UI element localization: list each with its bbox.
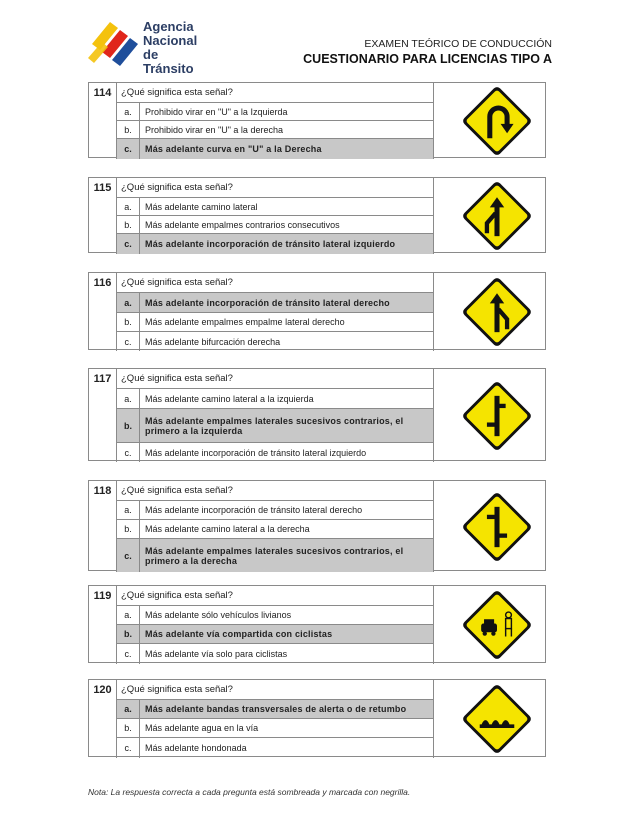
answer-text: Más adelante vía solo para ciclistas [145,649,288,659]
answer-letter: c. [117,443,140,462]
answer-letter: b. [117,520,140,538]
staggered-junction-left-sign-icon [461,380,533,452]
answer-letter: c. [117,139,140,159]
answer-option [117,198,434,216]
answer-text: Más adelante camino lateral a la derecha [145,524,310,534]
answer-option [117,313,434,332]
question-text: ¿Qué significa esta señal? [117,586,434,606]
answer-text: Prohibido virar en "U" a la Izquierda [145,106,288,117]
answer-option [117,443,434,462]
answer-letter: c. [117,738,140,758]
answer-letter: c. [117,644,140,664]
answer-option [117,539,434,572]
answer-option [117,139,434,159]
answer-option [117,389,434,409]
agency-logo-icon [88,14,140,70]
answer-letter: b. [117,121,140,138]
answer-letter: b. [117,313,140,331]
question-text: ¿Qué significa esta señal? [117,83,434,103]
footer-note: Nota: La respuesta correcta a cada pregunta está sombreada y marcada con negrilla. [88,787,411,797]
answer-text: Más adelante empalmes laterales sucesivos contrarios, el primero a la izquierda [145,415,404,436]
question-number: 114 [89,83,117,159]
answer-letter: a. [117,198,140,215]
question-text: ¿Qué significa esta señal? [117,178,434,198]
answer-letter: a. [117,700,140,718]
answer-letter: a. [117,606,140,624]
answer-text: Más adelante incorporación de tránsito lateral derecho [145,297,390,308]
answer-letter: a. [117,501,140,519]
question-119 [88,585,546,663]
answer-text: Más adelante empalmes empalme lateral derecho [145,317,345,327]
agency-logo [88,14,208,74]
merge-left-sign-icon [461,180,533,252]
rumble-strips-sign-icon [461,683,533,755]
answer-letter: a. [117,389,140,408]
answer-text: Prohibido virar en "U" a la derecha [145,124,283,135]
question-text: ¿Qué significa esta señal? [117,369,434,389]
question-118 [88,480,546,571]
shared-road-sign-icon [461,589,533,661]
answer-option [117,293,434,313]
answer-letter: b. [117,409,140,442]
u-turn-sign-icon [461,85,533,157]
question-text: ¿Qué significa esta señal? [117,680,434,700]
staggered-junction-right-sign-icon [461,491,533,563]
answer-letter: b. [117,625,140,643]
answer-text: Más adelante empalmes laterales sucesivos contrarios, el primero a la derecha [145,545,404,566]
answer-letter: c. [117,539,140,572]
answer-letter: a. [117,103,140,120]
question-115 [88,177,546,253]
answer-text: Más adelante bifurcación derecha [145,336,281,347]
answer-option [117,234,434,254]
answer-text: Más adelante camino lateral a la izquierda [145,393,314,404]
answer-option [117,216,434,234]
answer-option [117,719,434,738]
agency-name-line2: Nacional [143,33,198,48]
exam-subtitle: EXAMEN TEÓRICO DE CONDUCCIÓN [364,38,552,50]
answer-letter: b. [117,719,140,737]
question-117 [88,368,546,461]
question-116 [88,272,546,350]
answer-letter: c. [117,332,140,351]
answer-option [117,625,434,644]
answer-option [117,409,434,443]
answer-option [117,644,434,664]
answer-text: Más adelante empalmes contrarios consecutivos [145,219,340,230]
answer-option [117,501,434,520]
merge-right-sign-icon [461,276,533,348]
answer-text: Más adelante incorporación de tránsito lateral izquierdo [145,239,396,249]
question-number: 116 [89,273,117,351]
answer-option [117,700,434,719]
answer-option [117,103,434,121]
answer-text: Más adelante curva en "U" a la Derecha [145,144,322,154]
question-number: 119 [89,586,117,664]
question-text: ¿Qué significa esta señal? [117,273,434,293]
question-120 [88,679,546,757]
answer-letter: c. [117,234,140,254]
agency-name-line1: Agencia [143,19,194,34]
exam-title: CUESTIONARIO PARA LICENCIAS TIPO A [303,52,552,66]
answer-text: Más adelante incorporación de tránsito lateral izquierdo [145,447,367,458]
answer-text: Más adelante hondonada [145,743,247,753]
answer-letter: a. [117,293,140,312]
answer-text: Más adelante incorporación de tránsito lateral derecho [145,505,363,515]
question-text: ¿Qué significa esta señal? [117,481,434,501]
answer-letter: b. [117,216,140,233]
question-number: 115 [89,178,117,254]
agency-name-line3: de Tránsito [143,47,194,76]
answer-text: Más adelante camino lateral [145,201,258,212]
agency-name [143,20,208,76]
question-114 [88,82,546,158]
answer-option [117,520,434,539]
answer-text: Más adelante agua en la vía [145,723,259,733]
answer-option [117,738,434,758]
question-number: 118 [89,481,117,572]
answer-option [117,121,434,139]
answer-option [117,332,434,351]
answer-option [117,606,434,625]
question-number: 120 [89,680,117,758]
answer-text: Más adelante bandas transversales de alerta o de retumbo [145,704,407,714]
answer-text: Más adelante vía compartida con ciclistas [145,629,333,639]
question-number: 117 [89,369,117,462]
answer-text: Más adelante sólo vehículos livianos [145,610,292,620]
